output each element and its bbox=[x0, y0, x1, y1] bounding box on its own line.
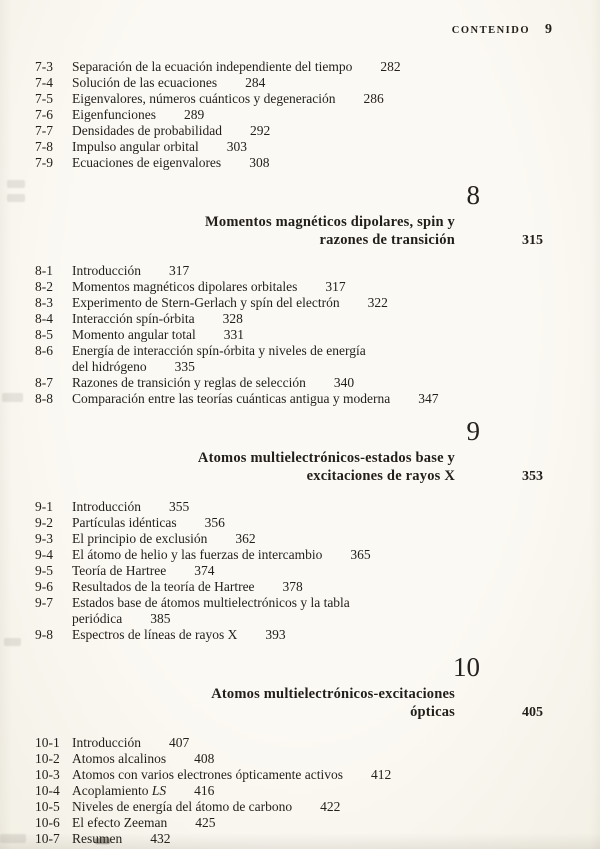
chapter-title bbox=[35, 213, 600, 249]
entry-page: 425 bbox=[195, 815, 216, 830]
toc-entry bbox=[35, 767, 600, 783]
entry-page: 393 bbox=[265, 627, 286, 642]
entry-title: El efecto Zeeman bbox=[72, 815, 168, 830]
entry-number: 7-7 bbox=[35, 123, 53, 138]
entry-title: Resumen bbox=[72, 831, 123, 846]
chapter-number: 9 bbox=[466, 416, 480, 446]
toc-entry bbox=[35, 91, 600, 107]
chapter-page: 353 bbox=[522, 469, 543, 484]
entry-title: Estados base de átomos multielectrónicos y la tabla bbox=[72, 595, 350, 610]
toc-entry bbox=[35, 547, 600, 563]
entry-page: 322 bbox=[367, 295, 388, 310]
toc-entry bbox=[35, 295, 600, 311]
entry-title: Densidades de probabilidad bbox=[72, 123, 222, 138]
entry-number: 8-1 bbox=[35, 263, 53, 278]
entry-page: 289 bbox=[183, 107, 205, 122]
entry-number: 9-3 bbox=[35, 531, 53, 546]
toc-entry bbox=[35, 799, 600, 815]
toc-entry bbox=[35, 735, 600, 751]
ls-coupling-italic: LS bbox=[151, 783, 167, 798]
chapter-title-line1: Atomos multielectrónicos-estados base y bbox=[197, 450, 455, 466]
entry-title: Espectros de líneas de rayos X bbox=[72, 627, 238, 642]
page-number: 9 bbox=[545, 22, 552, 37]
chapter-title-line1: Momentos magnéticos dipolares, spin y bbox=[204, 214, 455, 230]
entry-number: 7-4 bbox=[35, 75, 53, 90]
entry-number: 8-8 bbox=[35, 391, 53, 406]
toc-entry bbox=[35, 391, 600, 407]
entry-title: Impulso angular orbital bbox=[72, 139, 199, 154]
entry-page: 308 bbox=[249, 155, 270, 170]
entry-number: 8-5 bbox=[35, 327, 53, 342]
entry-title: Introducción bbox=[72, 263, 141, 278]
page-header bbox=[0, 0, 600, 38]
entry-page: 422 bbox=[320, 799, 341, 814]
entry-number: 7-9 bbox=[35, 155, 53, 170]
entry-page: 432 bbox=[150, 831, 171, 846]
chapter-number: 10 bbox=[453, 652, 480, 682]
entry-page: 292 bbox=[249, 123, 271, 138]
entry-number: 8-4 bbox=[35, 311, 53, 326]
entry-page: 378 bbox=[282, 579, 303, 594]
toc-entry bbox=[35, 123, 600, 139]
entry-title: Introducción bbox=[72, 735, 141, 750]
entry-number: 10-2 bbox=[35, 751, 60, 766]
toc-entry bbox=[35, 751, 600, 767]
ink-smudge bbox=[95, 838, 110, 844]
toc-entry bbox=[35, 343, 600, 359]
entry-number: 10-7 bbox=[35, 831, 60, 846]
chapter-7-entries bbox=[35, 59, 600, 171]
chapter-8-entries bbox=[35, 263, 600, 407]
entry-title: Experimento de Stern-Gerlach y spín del electrón bbox=[72, 295, 340, 310]
running-head: CONTENIDO bbox=[451, 25, 530, 36]
toc-entry bbox=[35, 59, 600, 75]
chapter-title-line2: razones de transición bbox=[319, 232, 455, 248]
chapter-10-entries bbox=[35, 735, 600, 847]
entry-page: 317 bbox=[325, 279, 346, 294]
chapter-title-line2: ópticas bbox=[410, 704, 455, 720]
entry-title: Solución de las ecuaciones bbox=[72, 75, 218, 90]
entry-title: Teoría de Hartree bbox=[72, 563, 167, 578]
entry-number: 8-7 bbox=[35, 375, 53, 390]
entry-title: del hidrógeno bbox=[72, 359, 147, 374]
entry-title: El átomo de helio y las fuerzas de intercambio bbox=[72, 547, 323, 562]
entry-title: Comparación entre las teorías cuánticas antigua y moderna bbox=[72, 391, 391, 406]
entry-title: Momentos magnéticos dipolares orbitales bbox=[72, 279, 298, 294]
entry-number: 7-6 bbox=[35, 107, 53, 122]
chapter-title-line2: excitaciones de rayos X bbox=[306, 468, 455, 484]
toc-entry bbox=[35, 515, 600, 531]
toc-entry bbox=[35, 627, 600, 643]
entry-title: Momento angular total bbox=[72, 327, 196, 342]
entry-page: 362 bbox=[235, 531, 256, 546]
entry-page: 335 bbox=[174, 359, 195, 374]
toc-entry bbox=[35, 563, 600, 579]
toc-entry bbox=[35, 815, 600, 831]
chapter-10-heading bbox=[35, 652, 600, 721]
entry-title: periódica bbox=[72, 611, 123, 626]
chapter-title bbox=[35, 449, 600, 485]
entry-page: 282 bbox=[380, 59, 401, 74]
entry-number: 8-6 bbox=[35, 343, 53, 358]
chapter-9-entries bbox=[35, 499, 600, 643]
entry-number: 9-7 bbox=[35, 595, 53, 610]
entry-title: Acoplamiento LS bbox=[72, 783, 167, 798]
entry-number: 9-2 bbox=[35, 515, 53, 530]
entry-title: Ecuaciones de eigenvalores bbox=[72, 155, 222, 170]
entry-number: 9-4 bbox=[35, 547, 53, 562]
toc-entry bbox=[35, 595, 600, 611]
entry-title: Introducción bbox=[72, 499, 141, 514]
entry-number: 7-3 bbox=[35, 59, 53, 74]
entry-page: 416 bbox=[194, 783, 215, 798]
chapter-8-heading bbox=[35, 180, 600, 249]
entry-page: 355 bbox=[168, 499, 190, 514]
entry-page: 374 bbox=[194, 563, 215, 578]
toc-entry bbox=[35, 155, 600, 171]
entry-number: 9-8 bbox=[35, 627, 53, 642]
chapter-title-line1: Atomos multielectrónicos-excitaciones bbox=[211, 686, 455, 702]
chapter-9-heading bbox=[35, 416, 600, 485]
entry-page: 365 bbox=[350, 547, 371, 562]
entry-number: 8-2 bbox=[35, 279, 53, 294]
entry-number: 7-5 bbox=[35, 91, 53, 106]
entry-page: 385 bbox=[150, 611, 171, 626]
entry-number: 10-5 bbox=[35, 799, 60, 814]
entry-title: Separación de la ecuación independiente del tiempo bbox=[72, 59, 353, 74]
entry-title: Partículas idénticas bbox=[72, 515, 177, 530]
chapter-page: 405 bbox=[522, 705, 543, 720]
entry-number: 10-1 bbox=[35, 735, 60, 750]
toc-entry bbox=[35, 499, 600, 515]
toc-entry bbox=[35, 831, 600, 847]
toc-entry bbox=[35, 531, 600, 547]
entry-title: Atomos alcalinos bbox=[72, 751, 167, 766]
entry-number: 10-3 bbox=[35, 767, 60, 782]
toc-entry bbox=[35, 579, 600, 595]
chapter-number: 8 bbox=[466, 180, 480, 210]
toc-entry bbox=[35, 75, 600, 91]
entry-number: 9-6 bbox=[35, 579, 53, 594]
entry-page: 303 bbox=[226, 139, 247, 154]
entry-title: Resultados de la teoría de Hartree bbox=[72, 579, 255, 594]
chapter-page: 315 bbox=[522, 233, 543, 248]
entry-title: Interacción spín-órbita bbox=[72, 311, 195, 326]
entry-number: 9-1 bbox=[35, 499, 53, 514]
entry-title: Energía de interacción spín-órbita y niveles de energía bbox=[72, 343, 366, 358]
entry-page: 317 bbox=[168, 263, 190, 278]
toc-entry-continuation bbox=[35, 611, 600, 627]
bleed-through-mark bbox=[2, 393, 23, 402]
bleed-through-mark bbox=[4, 638, 21, 646]
entry-page: 347 bbox=[418, 391, 439, 406]
bleed-through-mark bbox=[7, 180, 25, 188]
toc-entry bbox=[35, 375, 600, 391]
entry-page: 356 bbox=[204, 515, 225, 530]
entry-number: 8-3 bbox=[35, 295, 53, 310]
entry-number: 9-5 bbox=[35, 563, 53, 578]
toc-entry bbox=[35, 311, 600, 327]
toc-entry bbox=[35, 279, 600, 295]
chapter-title bbox=[35, 685, 600, 721]
entry-page: 407 bbox=[168, 735, 190, 750]
toc-entry bbox=[35, 783, 600, 799]
entry-title: Atomos con varios electrones ópticamente activos bbox=[72, 767, 344, 782]
entry-number: 7-8 bbox=[35, 139, 53, 154]
entry-page: 408 bbox=[194, 751, 215, 766]
entry-title: Eigenfunciones bbox=[72, 107, 156, 122]
entry-page: 331 bbox=[223, 327, 244, 342]
entry-title: Niveles de energía del átomo de carbono bbox=[72, 799, 293, 814]
table-of-contents bbox=[0, 59, 600, 847]
toc-entry bbox=[35, 139, 600, 155]
entry-page: 412 bbox=[371, 767, 392, 782]
toc-entry bbox=[35, 263, 600, 279]
entry-page: 340 bbox=[333, 375, 355, 390]
entry-page: 284 bbox=[245, 75, 266, 90]
entry-title: Razones de transición y reglas de selección bbox=[72, 375, 306, 390]
entry-number: 10-6 bbox=[35, 815, 60, 830]
entry-page: 328 bbox=[222, 311, 243, 326]
toc-entry bbox=[35, 107, 600, 123]
bleed-through-mark bbox=[7, 194, 25, 202]
entry-title: Eigenvalores, números cuánticos y degeneración bbox=[72, 91, 336, 106]
entry-number: 10-4 bbox=[35, 783, 60, 798]
entry-page: 286 bbox=[363, 91, 384, 106]
toc-entry-continuation bbox=[35, 359, 600, 375]
toc-entry bbox=[35, 327, 600, 343]
entry-title: El principio de exclusión bbox=[72, 531, 208, 546]
bleed-through-mark bbox=[0, 834, 26, 843]
